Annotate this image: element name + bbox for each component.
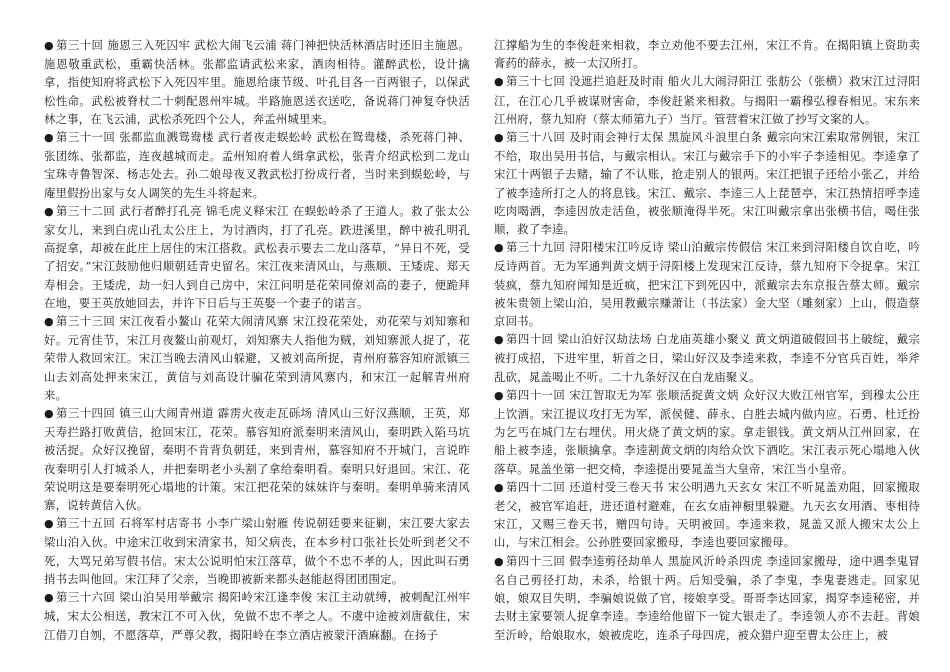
paragraph-text: 第三十五回 石将军村店寄书 小李广梁山射雁 传说朝廷要来征剿，宋江要大家去梁山泊入伙。中途宋江收到宋清家书，知父病丧，在本乡村口张社长处听到老父不死，大骂兄弟写假书信。宋太公说明怕宋江落草，做个不忠不孝的人，因此叫石勇捎书去叫他回。宋江拜了父亲，当晚即被新来都头赵能赵得团团围定。: [44, 516, 470, 586]
bullet-marker: ●: [44, 517, 55, 531]
paragraph-text: 第三十二回 武行者醉打孔亮 锦毛虎义释宋江 在蜈蚣岭杀了王道人。救了张太公家女儿，来到白虎山孔太公庄上，为讨酒肉，打了孔亮。跌进溪里，醉中被孔明孔高捉拿，却被在此庄上居住的宋江搭救。武松表示要去二龙山落草，“异日不死，受了招安。”宋江鼓励他归顺朝廷青史留名。宋江夜来清风山，与燕顺、王矮虎、郑天寿相会。王矮虎，劫一妇人到自己房中，宋江问明是花荣同僚刘高的妻子，便跪拜在地，要王英放她回去，并许下日后与王英娶一个妻子的诺言。: [44, 203, 470, 310]
paragraph-text: 第三十八回 及时雨会神行太保 黑旋风斗浪里白条 戴宗向宋江索取常例银，宋江不给，取出吴用书信，与戴宗相认。宋江与戴宗手下的小牢子李逵相见。李逵拿了宋江十两银子去赌，输了不认账，抢走别人的银两。宋江把银子还给小张乙，并给了被李逵所打之人的将息钱。宋江、戴宗、李逵三人上琵琶亭，宋江热情招呼李逵吃肉喝酒，李逵因放走活鱼，被张顺淹得半死。宋江叫戴宗拿出张横书信，喝住张顺，救了李逵。: [494, 130, 920, 237]
paragraph-text: 第四十回 梁山泊好汉劫法场 白龙庙英雄小聚义 黄文炳道破假回书上破绽，戴宗被打成招，下进牢里，斩首之日，梁山好汉及李逵来救，李逵不分官兵百姓，举斧乱砍，晁盖喝止不听。二十九条好汉在白龙庙聚义。: [494, 332, 920, 384]
bullet-marker: ●: [44, 204, 55, 218]
chapter-summary-35: [44, 514, 470, 588]
paragraph-text: 第三十回 施恩三入死囚牢 武松大闹飞云浦 蒋门神把快活林酒店时还旧主施恩。施恩敬重武松，重霸快活林。张都监请武松来家，酒肉相待。灌醉武松，设计擒拿，指使知府将武松下入死囚牢里。施恩给康节级、叶孔目各一百两银子，以保武松性命。武松被脊杖二十刺配恩州牢城。半路施恩送衣送吃，备说蒋门神复夺快活林之事，在飞云浦，武松杀死四个公人，奔孟州城里来。: [44, 38, 470, 126]
bullet-marker: ●: [494, 241, 505, 255]
chapter-summary-34: [44, 404, 470, 514]
paragraph-text: 第三十一回 张都监血溅鸳鸯楼 武行者夜走蜈蚣岭 武松在鸳鸯楼，杀死蒋门神、张团练、张都监，连夜越城而走。孟州知府着人缉拿武松，张青介绍武松到二龙山宝珠寺鲁智深、杨志处去。孙二娘母夜叉教武松打扮成行者，当时来到蜈蚣岭，与庵里假扮出家与女人调笑的先生斗将起来。: [44, 130, 470, 200]
chapter-summary-36-continued: [494, 36, 920, 72]
bullet-marker: ●: [44, 407, 55, 421]
bullet-marker: ●: [494, 75, 505, 89]
chapter-summary-31: [44, 128, 470, 202]
paragraph-text: 第三十三回 宋江夜看小鳌山 花荣大闹清风寨 宋江投花荣处，劝花荣与刘知寨和好。元宵佳节，宋江月夜鳌山前观灯，刘知寨夫人指他为贼，刘知寨派人捉了，花荣带人救回宋江。宋江当晚去清风山躲避，又被刘高所捉，青州府慕容知府派镇三山去刘高处押来宋江，黄信与刘高设计骗花荣到清风寨内，和宋江一起解青州府来。: [44, 314, 470, 402]
paragraph-text: 第三十六回 梁山泊吴用举戴宗 揭阳岭宋江逢李俊 宋江主动就缚，被刺配江州牢城，宋太公相送，教宋江不可入伙，免做不忠不孝之人。不虞中途被刘唐截住，宋江借刀自刎，不愿落草，严尊父教，揭阳岭在李立酒店被蒙汗酒麻翻。在扬子: [44, 590, 470, 642]
paragraph-text: 第三十四回 镇三山大闹青州道 霹雳火夜走瓦砾场 清风山三好汉燕顺，王英，郑天寿拦路打败黄信，抢回宋江，花荣。慕容知府派秦明来清风山，秦明跌入陷马坑被活捉。众好汉挽留，秦明不肯背负朝廷，来到青州，慕容知府不开城门，言说昨夜秦明引人打城杀人，并把秦明老小头割了拿给秦明看。秦明只好退回。宋江、花荣说明这是要秦明死心塌地的计策。宋江把花荣的妹妹许与秦明。秦明单骑来清风寨，说转黄信入伙。: [44, 406, 470, 513]
bullet-marker: ●: [494, 388, 505, 402]
bullet-marker: ●: [494, 333, 505, 347]
chapter-summary-39: [494, 238, 920, 330]
chapter-summary-36: [44, 588, 470, 644]
chapter-summary-42: [494, 478, 920, 552]
chapter-summary-37: [494, 72, 920, 128]
paragraph-text: 第四十二回 还道村受三卷天书 宋公明遇九天玄女 宋江不听晁盖劝阻，回家搬取老父，被官军追赶，进还道村避难，在玄女庙神橱里躲避。九天玄女用酒、枣相待宋江，又赐三卷天书，赠四句诗。天明被回。李逵来救，晁盖又派人搬宋太公上山，与宋江相会。公孙胜要回家搬母，李逵也要回家搬母。: [494, 479, 920, 550]
chapter-summary-30: [44, 36, 470, 128]
chapter-summary-40: [494, 330, 920, 386]
paragraph-text: 第三十七回 没遮拦追赶及时雨 船火儿大闹浔阳江 张舫公（张横）救宋江过浔阳江，在江心几乎被谋财害命，李俊赶紧来相救。与揭阳一霸穆弘穆春相见。宋东来江州府，蔡九知府（蔡太师第九子）当厅。管营着宋江做了抄写文案的人。: [494, 74, 920, 126]
chapter-summary-43: [494, 552, 920, 644]
paragraph-text: 第三十九回 浔阳楼宋江吟反诗 梁山泊戴宗传假信 宋江来到浔阳楼自饮自吃，吟反诗两首。无为军通判黄文炳于浔阳楼上发现宋江反诗，蔡九知府下令捉拿。宋江装疯，蔡九知府闻知是近疯，把宋江下到死囚中，派戴宗去东京报告蔡太师。戴宗被朱贵领上梁山泊，吴用教戴宗赚萧让（书法家）金大坚（雕刻家）上山，假造蔡京回书。: [494, 240, 920, 329]
chapter-summary-41: [494, 386, 920, 478]
bullet-marker: ●: [44, 131, 55, 145]
left-column: [44, 36, 470, 668]
paragraph-text: 第四十三回 假李逵剪径劫单人 黑旋风沂岭杀四虎 李逵回家搬母，途中遇李鬼冒名自己剪径打劫，未杀，给银十两。后知受骗，杀了李鬼，李鬼妻逃走。回家见娘，娘双目失明，李骗娘说做了官，接娘享受。哥哥李达回家，揭穿李逵秘密，并去财主家要领人捉拿李逵。李逵给他留下一锭大银走了。李逵领人亦不去赶。背娘至沂岭，给娘取水，娘被虎吃，连杀子母四虎，被众猎户迎至曹太公庄上，被: [494, 553, 920, 642]
bullet-marker: ●: [494, 131, 505, 145]
paragraph-text: 江撑船为生的李俊赶来相救，李立劝他不要去江州，宋江不肯。在揭阳镇上资助卖膏药的薛永，被一太汉所打。: [494, 38, 920, 71]
bullet-marker: ●: [494, 554, 505, 568]
chapter-summary-38: [494, 128, 920, 238]
chapter-summary-32: [44, 202, 470, 312]
chapter-summary-33: [44, 312, 470, 404]
bullet-marker: ●: [44, 315, 55, 329]
paragraph-text: 第四十一回 宋江智取无为军 张顺活捉黄文炳 众好汉大败江州官军，到穆太公庄上饮酒。宋江提议攻打无为军，派侯健、薛永、白胜去城内做内应。石勇、杜迁扮为乞丐在城门左右埋伏。用火烧了黄文炳的家。拿走银钱。黄文炳从江州回家，在船上被李逵，张顺擒拿。李逵割黄文炳的肉给众饮下酒吃。宋江表示死心塌地入伙落草。晁盖坐第一把交椅，李逵提出要晁盖当大皇帝，宋江当小皇帝。: [494, 387, 920, 476]
right-column: [494, 36, 920, 668]
bullet-marker: ●: [494, 480, 505, 494]
bullet-marker: ●: [44, 39, 55, 52]
bullet-marker: ●: [44, 591, 55, 605]
